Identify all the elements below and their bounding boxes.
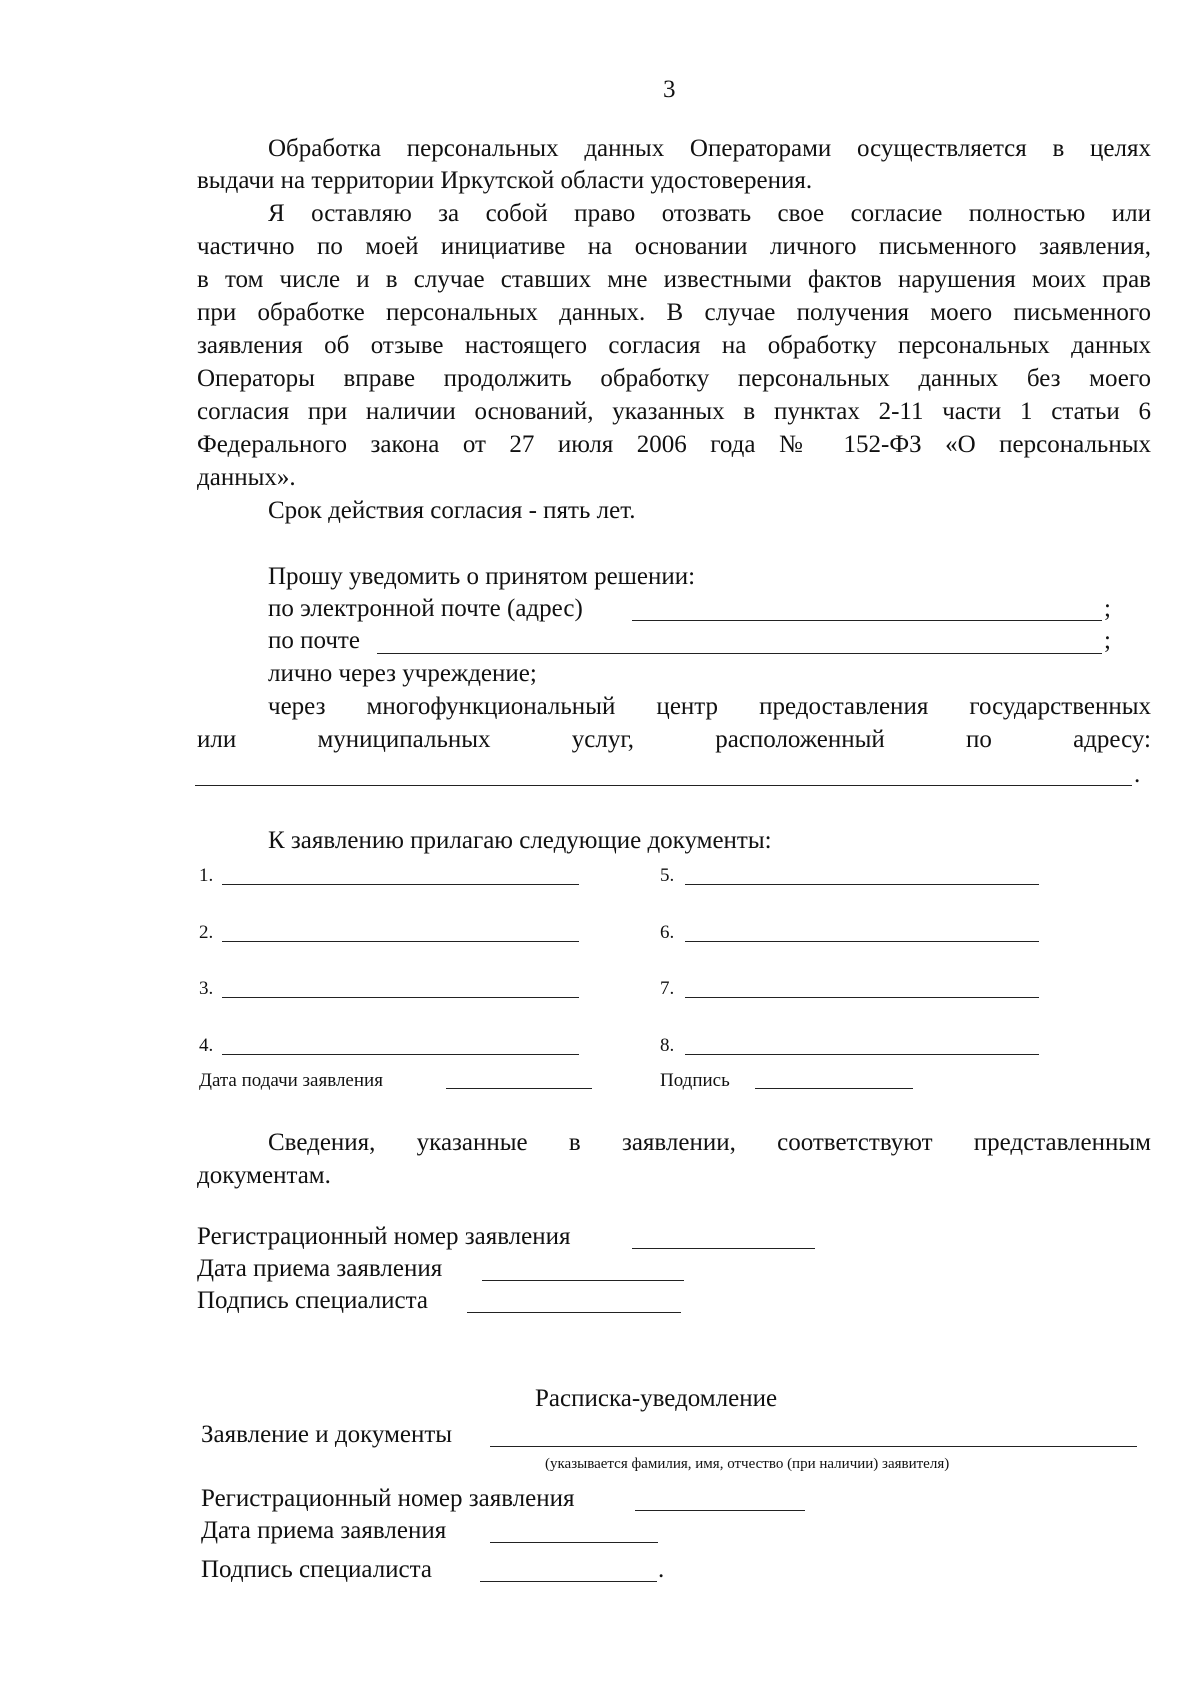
- receipt-docs-label: Заявление и документы: [201, 1421, 453, 1448]
- attachment-number: 6.: [660, 922, 675, 943]
- post-field[interactable]: [377, 653, 1102, 654]
- consent-line: Федерального закона от 27 июля 2006 года № 152-ФЗ «О персональных: [197, 431, 1151, 458]
- specialist-signature-field[interactable]: [467, 1312, 681, 1313]
- email-label: по электронной почте (адрес): [268, 595, 583, 622]
- submission-date-field[interactable]: [446, 1088, 592, 1089]
- attachment-number: 2.: [199, 922, 214, 943]
- attachment-number: 5.: [660, 865, 675, 886]
- consent-line: заявления об отзыве настоящего согласия на обработку персональных данных: [197, 332, 1151, 359]
- receipt-docs-field[interactable]: [490, 1446, 1137, 1447]
- receipt-date-label: Дата приема заявления: [201, 1517, 447, 1544]
- receipt-title: Расписка-уведомление: [535, 1385, 778, 1412]
- post-label: по почте: [268, 627, 360, 654]
- attachment-number: 3.: [199, 978, 214, 999]
- receipt-reg-number-label: Регистрационный номер заявления: [201, 1485, 575, 1512]
- attachment-field[interactable]: [222, 941, 579, 942]
- validity-text: Срок действия согласия - пять лет.: [268, 497, 636, 524]
- mfc-period: .: [1134, 761, 1141, 788]
- attachment-field[interactable]: [685, 941, 1039, 942]
- attachment-field[interactable]: [685, 997, 1039, 998]
- page-number: 3: [663, 76, 676, 103]
- post-semicolon: ;: [1104, 627, 1111, 654]
- consent-line: при обработке персональных данных. В случае получения моего письменного: [197, 299, 1151, 326]
- consent-line: выдачи на территории Иркутской области удостоверения.: [197, 167, 813, 194]
- notify-heading: Прошу уведомить о принятом решении:: [268, 563, 696, 590]
- receipt-period: .: [658, 1556, 665, 1583]
- mfc-address-field[interactable]: [195, 785, 1132, 786]
- reg-number-field[interactable]: [632, 1248, 815, 1249]
- consent-line: Я оставляю за собой право отозвать свое согласие полностью или: [268, 200, 1151, 227]
- email-field[interactable]: [632, 620, 1102, 621]
- submission-date-label: Дата подачи заявления: [199, 1070, 383, 1091]
- confirmation-line: Сведения, указанные в заявлении, соответствуют представленным: [268, 1129, 1151, 1156]
- attachment-field[interactable]: [222, 884, 579, 885]
- consent-line: частично по моей инициативе на основании личного письменного заявления,: [197, 233, 1151, 260]
- attachment-number: 7.: [660, 978, 675, 999]
- attachments-heading: К заявлению прилагаю следующие документы:: [268, 827, 772, 854]
- consent-line: Обработка персональных данных Операторами осуществляется в целях: [268, 135, 1151, 162]
- specialist-signature-label: Подпись специалиста: [197, 1287, 428, 1314]
- attachment-field[interactable]: [222, 997, 579, 998]
- receipt-signature-field[interactable]: [480, 1581, 657, 1582]
- consent-line: данных».: [197, 464, 296, 491]
- receipt-docs-hint: (указывается фамилия, имя, отчество (при наличии) заявителя): [545, 1456, 950, 1472]
- applicant-signature-field[interactable]: [755, 1088, 913, 1089]
- reg-number-label: Регистрационный номер заявления: [197, 1223, 571, 1250]
- consent-line: в том числе и в случае ставших мне известными фактов нарушения моих прав: [197, 266, 1151, 293]
- receipt-date-field[interactable]: [490, 1542, 658, 1543]
- mfc-line: или муниципальных услуг, расположенный по адресу:: [197, 726, 1151, 753]
- receipt-reg-number-field[interactable]: [635, 1510, 805, 1511]
- receipt-signature-label: Подпись специалиста: [201, 1556, 432, 1583]
- receipt-date-field[interactable]: [482, 1280, 684, 1281]
- confirmation-line: документам.: [197, 1162, 331, 1189]
- attachment-field[interactable]: [685, 1054, 1039, 1055]
- attachment-number: 4.: [199, 1035, 214, 1056]
- attachment-field[interactable]: [685, 884, 1039, 885]
- in-person-option: лично через учреждение;: [268, 660, 537, 687]
- mfc-line: через многофункциональный центр предоставления государственных: [268, 693, 1151, 720]
- receipt-date-label: Дата приема заявления: [197, 1255, 443, 1282]
- attachment-number: 1.: [199, 865, 214, 886]
- consent-line: согласия при наличии оснований, указанных в пунктах 2-11 части 1 статьи 6: [197, 398, 1151, 425]
- email-semicolon: ;: [1104, 595, 1111, 622]
- applicant-signature-label: Подпись: [660, 1070, 730, 1091]
- consent-line: Операторы вправе продолжить обработку персональных данных без моего: [197, 365, 1151, 392]
- attachment-field[interactable]: [222, 1054, 579, 1055]
- attachment-number: 8.: [660, 1035, 675, 1056]
